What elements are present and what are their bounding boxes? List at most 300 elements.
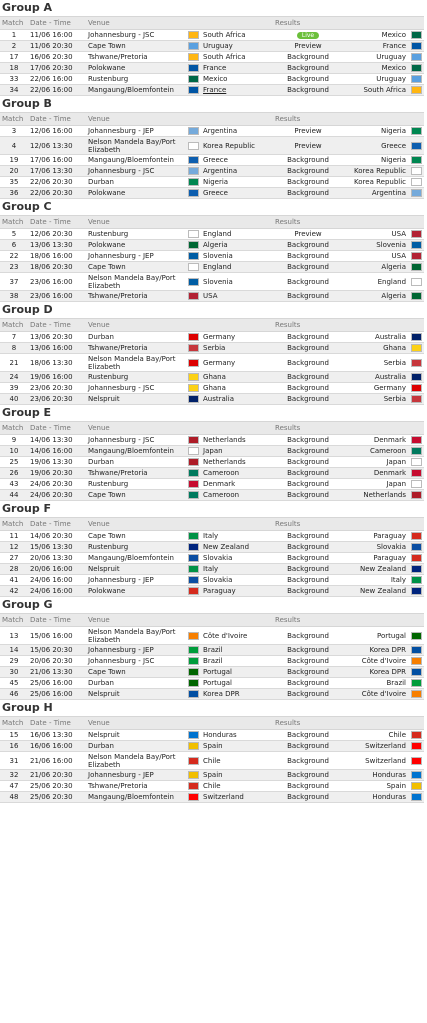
match-result-link[interactable] (273, 343, 343, 354)
home-team[interactable]: Honduras (201, 730, 273, 741)
match-date-time: 18/06 16:00 (28, 251, 86, 262)
match-result-link[interactable] (273, 262, 343, 273)
away-flag-icon (411, 532, 422, 540)
match-result-link[interactable] (273, 689, 343, 700)
away-team[interactable]: Korea DPR (343, 667, 408, 678)
away-team[interactable]: Korea DPR (343, 645, 408, 656)
home-team[interactable]: USA (201, 291, 273, 302)
result-status[interactable]: Background (287, 532, 329, 540)
match-row[interactable] (0, 63, 424, 74)
result-status[interactable]: Background (287, 793, 329, 801)
away-team[interactable]: Cameroon (343, 446, 408, 457)
match-venue: Durban (86, 678, 185, 689)
away-flag-icon (411, 543, 422, 551)
match-row[interactable] (0, 770, 424, 781)
result-status[interactable]: Background (287, 395, 329, 403)
header-date-time: Date - Time (28, 518, 86, 531)
match-result-link[interactable] (273, 479, 343, 490)
away-team[interactable]: Switzerland (343, 741, 408, 752)
away-team[interactable]: Korea Republic (343, 177, 408, 188)
result-status[interactable]: Background (287, 373, 329, 381)
away-team[interactable]: Nigeria (343, 155, 408, 166)
result-status[interactable]: Background (287, 384, 329, 392)
match-result-link[interactable] (273, 74, 343, 85)
away-team[interactable]: Netherlands (343, 490, 408, 501)
match-result-link[interactable] (273, 177, 343, 188)
away-team[interactable]: Australia (343, 332, 408, 343)
match-row[interactable] (0, 542, 424, 553)
match-row[interactable] (0, 468, 424, 479)
away-flag-icon (411, 771, 422, 779)
home-team[interactable]: England (201, 229, 273, 240)
header-venue: Venue (86, 422, 201, 435)
away-team[interactable]: Germany (343, 383, 408, 394)
home-flag-icon (188, 86, 199, 94)
match-venue: Mangaung/Bloemfontein (86, 155, 185, 166)
match-result-link[interactable] (273, 291, 343, 302)
match-result-link[interactable] (273, 30, 343, 41)
match-number: 32 (0, 770, 28, 781)
match-result-link[interactable] (273, 678, 343, 689)
match-result-link[interactable] (273, 564, 343, 575)
match-result-link[interactable] (273, 542, 343, 553)
home-team[interactable]: Spain (201, 741, 273, 752)
away-flag-icon (411, 565, 422, 573)
away-flag-icon (411, 359, 422, 367)
match-result-link[interactable] (273, 41, 343, 52)
away-team[interactable]: Algeria (343, 291, 408, 302)
match-row[interactable] (0, 781, 424, 792)
match-row[interactable] (0, 564, 424, 575)
match-number: 35 (0, 177, 28, 188)
result-status[interactable]: Background (287, 436, 329, 444)
away-team[interactable]: Switzerland (343, 752, 408, 770)
match-row[interactable] (0, 41, 424, 52)
result-status[interactable]: Background (287, 292, 329, 300)
match-row[interactable] (0, 656, 424, 667)
match-row[interactable] (0, 354, 424, 372)
match-row[interactable] (0, 553, 424, 564)
result-status[interactable]: Background (287, 690, 329, 698)
home-team[interactable]: France (201, 85, 273, 96)
match-date-time: 24/06 16:00 (28, 575, 86, 586)
match-row[interactable] (0, 343, 424, 354)
result-status[interactable]: Background (287, 333, 329, 341)
result-status[interactable]: Background (287, 263, 329, 271)
match-venue: Polokwane (86, 188, 185, 199)
result-status[interactable]: Background (287, 565, 329, 573)
result-status[interactable]: Background (287, 756, 329, 765)
home-team[interactable]: Serbia (201, 343, 273, 354)
away-team[interactable]: Mexico (343, 63, 408, 74)
match-row[interactable] (0, 85, 424, 96)
match-date-time: 15/06 16:00 (28, 627, 86, 645)
group-title: Group B (2, 97, 52, 110)
away-team[interactable]: Australia (343, 372, 408, 383)
match-result-link[interactable] (273, 435, 343, 446)
away-team[interactable]: Denmark (343, 468, 408, 479)
away-flag-icon (411, 447, 422, 455)
home-team[interactable]: Germany (201, 332, 273, 343)
away-team[interactable]: Nigeria (343, 126, 408, 137)
result-status[interactable]: Background (287, 53, 329, 61)
match-row[interactable] (0, 74, 424, 85)
match-row[interactable] (0, 435, 424, 446)
away-team[interactable]: Algeria (343, 262, 408, 273)
home-team[interactable]: Argentina (201, 126, 273, 137)
match-row[interactable] (0, 383, 424, 394)
home-team[interactable]: Slovenia (201, 273, 273, 291)
match-row[interactable] (0, 752, 424, 770)
match-row[interactable] (0, 730, 424, 741)
table-header-row (0, 319, 424, 332)
match-result-link[interactable] (273, 627, 343, 645)
match-row[interactable] (0, 531, 424, 542)
group-d-section (0, 302, 427, 405)
match-row[interactable] (0, 479, 424, 490)
match-venue: Nelspruit (86, 689, 185, 700)
home-team[interactable]: Argentina (201, 166, 273, 177)
home-team[interactable]: Nigeria (201, 177, 273, 188)
match-result-link[interactable] (273, 166, 343, 177)
match-date-time: 22/06 20:30 (28, 188, 86, 199)
match-result-link[interactable] (273, 229, 343, 240)
home-team[interactable]: Netherlands (201, 435, 273, 446)
match-number: 48 (0, 792, 28, 803)
home-team[interactable]: South Africa (201, 52, 273, 63)
result-status[interactable]: Live (297, 32, 319, 39)
result-status[interactable]: Preview (294, 230, 322, 238)
match-row[interactable] (0, 372, 424, 383)
home-team[interactable]: Côte d'Ivoire (201, 627, 273, 645)
header-date-time: Date - Time (28, 717, 86, 730)
match-result-link[interactable] (273, 645, 343, 656)
home-team[interactable]: Slovakia (201, 553, 273, 564)
home-team[interactable]: England (201, 262, 273, 273)
away-team[interactable]: New Zealand (343, 564, 408, 575)
home-team[interactable]: New Zealand (201, 542, 273, 553)
home-team[interactable]: Italy (201, 531, 273, 542)
result-status[interactable]: Background (287, 189, 329, 197)
match-date-time: 19/06 13:30 (28, 457, 86, 468)
away-team[interactable]: South Africa (343, 85, 408, 96)
match-result-link[interactable] (273, 770, 343, 781)
header-date-time: Date - Time (28, 422, 86, 435)
result-status[interactable]: Background (287, 576, 329, 584)
result-status[interactable]: Background (287, 252, 329, 260)
match-row[interactable] (0, 166, 424, 177)
home-flag-icon (188, 359, 199, 367)
match-number: 23 (0, 262, 28, 273)
home-flag-icon (188, 458, 199, 466)
result-status[interactable]: Background (287, 469, 329, 477)
match-result-link[interactable] (273, 656, 343, 667)
result-status[interactable]: Background (287, 64, 329, 72)
match-date-time: 25/06 20:30 (28, 792, 86, 803)
match-result-link[interactable] (273, 490, 343, 501)
home-team[interactable]: Australia (201, 394, 273, 405)
match-result-link[interactable] (273, 575, 343, 586)
fixtures-table (0, 421, 424, 501)
home-flag-icon (188, 189, 199, 197)
home-flag-icon (188, 278, 199, 286)
match-row[interactable] (0, 490, 424, 501)
home-team[interactable]: Ghana (201, 383, 273, 394)
result-status[interactable]: Background (287, 731, 329, 739)
match-date-time: 20/06 20:30 (28, 656, 86, 667)
away-team[interactable]: France (343, 41, 408, 52)
match-row[interactable] (0, 262, 424, 273)
table-header-row (0, 216, 424, 229)
match-row[interactable] (0, 155, 424, 166)
match-result-link[interactable] (273, 741, 343, 752)
result-status[interactable]: Background (287, 657, 329, 665)
home-team[interactable]: Greece (201, 188, 273, 199)
result-status[interactable]: Background (287, 344, 329, 352)
result-status[interactable]: Background (287, 86, 329, 94)
match-date-time: 13/06 16:00 (28, 343, 86, 354)
away-team[interactable]: Mexico (343, 30, 408, 41)
home-team[interactable]: Cameroon (201, 468, 273, 479)
match-result-link[interactable] (273, 251, 343, 262)
away-team[interactable]: Ghana (343, 343, 408, 354)
match-venue: Durban (86, 177, 185, 188)
table-header-row (0, 717, 424, 730)
away-team[interactable]: USA (343, 229, 408, 240)
away-team[interactable]: Slovakia (343, 542, 408, 553)
match-row[interactable] (0, 792, 424, 803)
home-team[interactable]: Korea DPR (201, 689, 273, 700)
away-team[interactable]: Côte d'Ivoire (343, 689, 408, 700)
match-row[interactable] (0, 273, 424, 291)
result-status[interactable]: Background (287, 167, 329, 175)
away-team[interactable]: Spain (343, 781, 408, 792)
home-team[interactable]: Paraguay (201, 586, 273, 597)
away-flag-icon (411, 64, 422, 72)
match-row[interactable] (0, 30, 424, 41)
away-team[interactable]: Japan (343, 479, 408, 490)
home-team[interactable]: South Africa (201, 30, 273, 41)
home-team[interactable]: France (201, 63, 273, 74)
match-row[interactable] (0, 645, 424, 656)
result-status[interactable]: Background (287, 679, 329, 687)
match-result-link[interactable] (273, 63, 343, 74)
match-row[interactable] (0, 394, 424, 405)
home-team[interactable]: Algeria (201, 240, 273, 251)
result-status[interactable]: Background (287, 358, 329, 367)
home-team[interactable]: Switzerland (201, 792, 273, 803)
away-team[interactable]: Brazil (343, 678, 408, 689)
away-team[interactable]: Serbia (343, 394, 408, 405)
match-result-link[interactable] (273, 354, 343, 372)
result-status[interactable]: Background (287, 277, 329, 286)
result-status[interactable]: Background (287, 491, 329, 499)
result-status[interactable]: Background (287, 543, 329, 551)
match-row[interactable] (0, 446, 424, 457)
home-flag-icon (188, 565, 199, 573)
result-status[interactable]: Background (287, 587, 329, 595)
match-result-link[interactable] (273, 553, 343, 564)
match-result-link[interactable] (273, 332, 343, 343)
home-team[interactable]: Korea Republic (201, 137, 273, 155)
match-result-link[interactable] (273, 730, 343, 741)
home-team[interactable]: Portugal (201, 667, 273, 678)
away-team[interactable]: Honduras (343, 770, 408, 781)
result-status[interactable]: Background (287, 782, 329, 790)
match-result-link[interactable] (273, 792, 343, 803)
match-date-time: 25/06 16:00 (28, 678, 86, 689)
home-team[interactable]: Portugal (201, 678, 273, 689)
result-status[interactable]: Background (287, 447, 329, 455)
home-team[interactable]: Mexico (201, 74, 273, 85)
match-row[interactable] (0, 667, 424, 678)
result-status[interactable]: Background (287, 156, 329, 164)
match-date-time: 24/06 20:30 (28, 490, 86, 501)
match-result-link[interactable] (273, 468, 343, 479)
away-team[interactable]: Honduras (343, 792, 408, 803)
match-row[interactable] (0, 229, 424, 240)
match-row[interactable] (0, 678, 424, 689)
away-team[interactable]: Korea Republic (343, 166, 408, 177)
match-result-link[interactable] (273, 372, 343, 383)
match-row[interactable] (0, 332, 424, 343)
match-result-link[interactable] (273, 394, 343, 405)
away-team[interactable]: Côte d'Ivoire (343, 656, 408, 667)
match-row[interactable] (0, 689, 424, 700)
home-team[interactable]: Uruguay (201, 41, 273, 52)
result-status[interactable]: Background (287, 631, 329, 640)
away-team[interactable]: USA (343, 251, 408, 262)
result-status[interactable]: Background (287, 742, 329, 750)
match-date-time: 16/06 20:30 (28, 52, 86, 63)
result-status[interactable]: Preview (294, 141, 322, 150)
away-team[interactable]: Serbia (343, 354, 408, 372)
home-team[interactable]: Greece (201, 155, 273, 166)
home-team[interactable]: Chile (201, 752, 273, 770)
result-status[interactable]: Preview (294, 42, 322, 50)
home-team[interactable]: Italy (201, 564, 273, 575)
home-team[interactable]: Ghana (201, 372, 273, 383)
home-flag-icon (188, 156, 199, 164)
group-title: Group F (2, 502, 52, 515)
result-status[interactable]: Background (287, 241, 329, 249)
match-venue: Johannesburg - JEP (86, 645, 185, 656)
home-team[interactable]: Germany (201, 354, 273, 372)
match-result-link[interactable] (273, 586, 343, 597)
result-status[interactable]: Background (287, 668, 329, 676)
match-row[interactable] (0, 52, 424, 63)
match-row[interactable] (0, 741, 424, 752)
away-team[interactable]: Argentina (343, 188, 408, 199)
home-team[interactable]: Brazil (201, 645, 273, 656)
home-team[interactable]: Japan (201, 446, 273, 457)
header-match: Match (0, 216, 28, 229)
header-match: Match (0, 614, 28, 627)
away-team[interactable]: England (343, 273, 408, 291)
away-team[interactable]: Portugal (343, 627, 408, 645)
match-result-link[interactable] (273, 240, 343, 251)
away-team[interactable]: Uruguay (343, 52, 408, 63)
result-status[interactable]: Background (287, 771, 329, 779)
match-result-link[interactable] (273, 446, 343, 457)
match-row[interactable] (0, 627, 424, 645)
home-team[interactable]: Spain (201, 770, 273, 781)
away-team[interactable]: Uruguay (343, 74, 408, 85)
match-result-link[interactable] (273, 531, 343, 542)
home-team[interactable]: Netherlands (201, 457, 273, 468)
result-status[interactable]: Background (287, 458, 329, 466)
match-row[interactable] (0, 177, 424, 188)
away-team[interactable]: Slovenia (343, 240, 408, 251)
away-team[interactable]: Italy (343, 575, 408, 586)
match-result-link[interactable] (273, 126, 343, 137)
result-status[interactable]: Background (287, 646, 329, 654)
home-team[interactable]: Slovenia (201, 251, 273, 262)
match-row[interactable] (0, 240, 424, 251)
group-h-section (0, 700, 427, 803)
result-status[interactable]: Background (287, 480, 329, 488)
match-row[interactable] (0, 457, 424, 468)
match-result-link[interactable] (273, 85, 343, 96)
away-team[interactable]: Greece (343, 137, 408, 155)
away-team[interactable]: Chile (343, 730, 408, 741)
match-result-link[interactable] (273, 155, 343, 166)
result-status[interactable]: Background (287, 75, 329, 83)
match-venue: Polokwane (86, 240, 185, 251)
match-row[interactable] (0, 575, 424, 586)
match-result-link[interactable] (273, 752, 343, 770)
away-team[interactable]: Denmark (343, 435, 408, 446)
away-team[interactable]: Paraguay (343, 531, 408, 542)
home-team[interactable]: Brazil (201, 656, 273, 667)
match-result-link[interactable] (273, 273, 343, 291)
home-team[interactable]: Slovakia (201, 575, 273, 586)
match-date-time: 12/06 16:00 (28, 126, 86, 137)
match-row[interactable] (0, 586, 424, 597)
match-row[interactable] (0, 291, 424, 302)
match-row[interactable] (0, 188, 424, 199)
away-team[interactable]: New Zealand (343, 586, 408, 597)
away-team[interactable]: Paraguay (343, 553, 408, 564)
result-status[interactable]: Preview (294, 127, 322, 135)
match-row[interactable] (0, 137, 424, 155)
home-team[interactable]: Denmark (201, 479, 273, 490)
match-result-link[interactable] (273, 52, 343, 63)
match-result-link[interactable] (273, 188, 343, 199)
away-team[interactable]: Japan (343, 457, 408, 468)
match-result-link[interactable] (273, 137, 343, 155)
away-flag-icon (411, 156, 422, 164)
home-team[interactable]: Cameroon (201, 490, 273, 501)
home-flag-icon (188, 587, 199, 595)
match-result-link[interactable] (273, 667, 343, 678)
away-flag-icon (411, 395, 422, 403)
fixtures-table (0, 112, 424, 199)
away-flag-icon (411, 554, 422, 562)
match-venue: Nelspruit (86, 730, 185, 741)
match-result-link[interactable] (273, 383, 343, 394)
result-status[interactable]: Background (287, 178, 329, 186)
home-team[interactable]: Chile (201, 781, 273, 792)
match-result-link[interactable] (273, 781, 343, 792)
result-status[interactable]: Background (287, 554, 329, 562)
match-result-link[interactable] (273, 457, 343, 468)
away-flag-icon (411, 632, 422, 640)
match-row[interactable] (0, 251, 424, 262)
header-match: Match (0, 319, 28, 332)
match-row[interactable] (0, 126, 424, 137)
away-flag-icon (411, 292, 422, 300)
